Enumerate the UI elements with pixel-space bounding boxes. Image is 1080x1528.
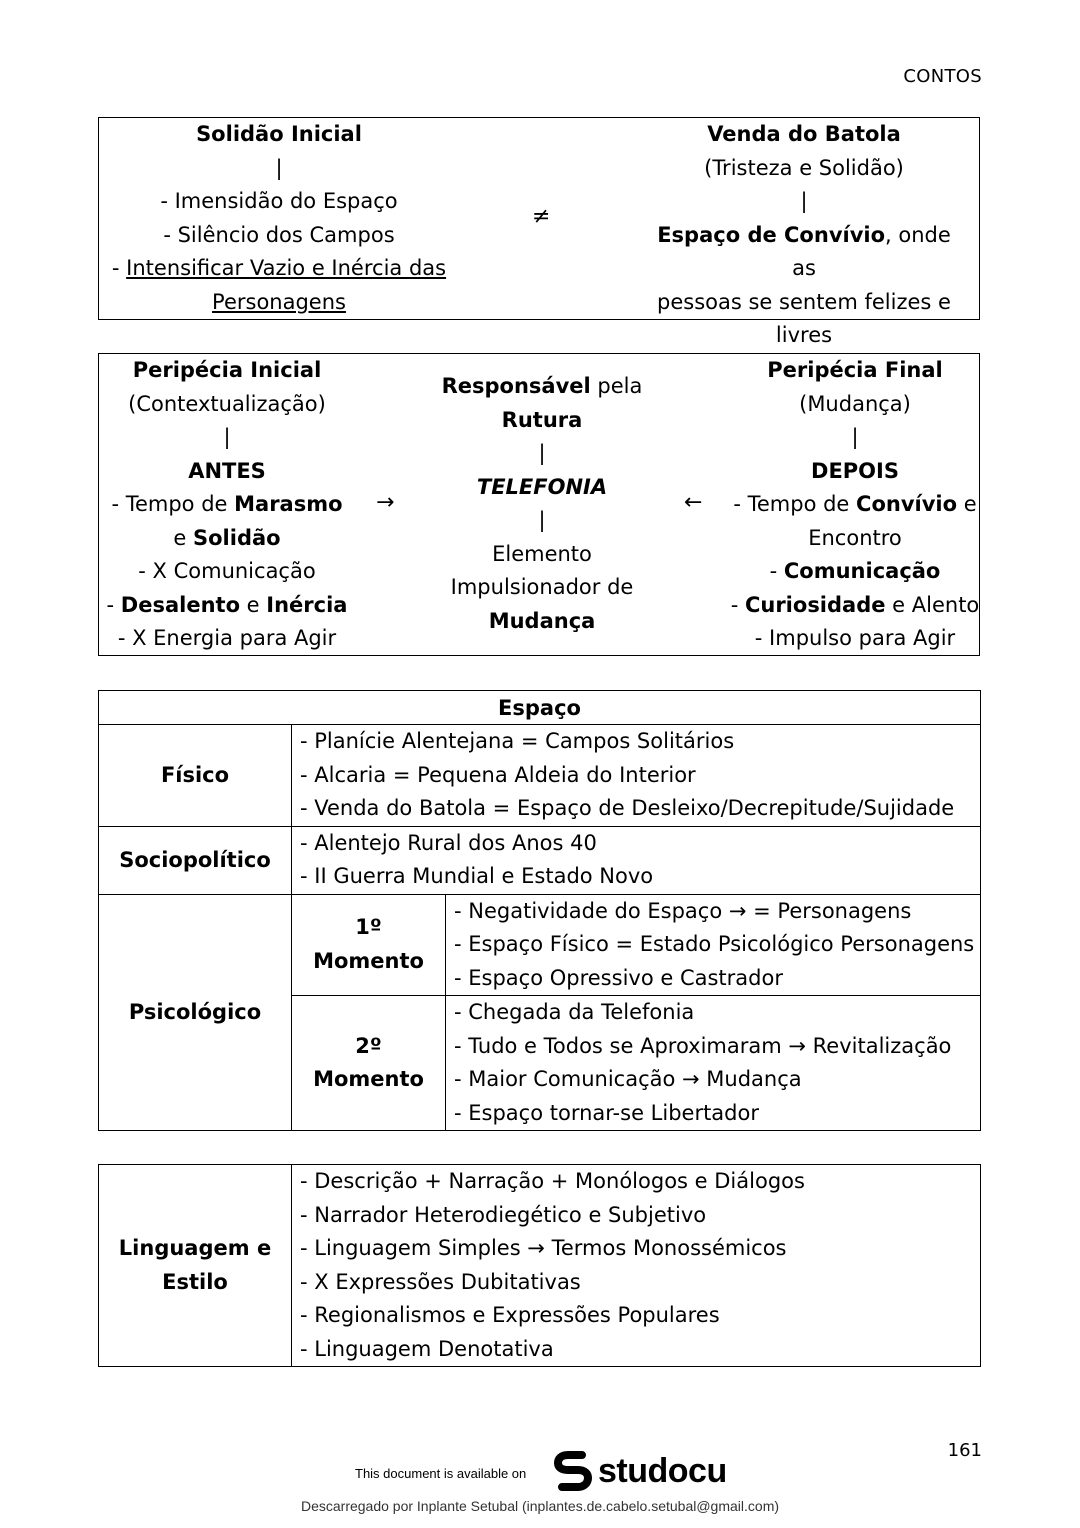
connector-bar: | <box>800 189 808 213</box>
elemento-line: Impulsionador de <box>450 575 634 599</box>
list-item: - Linguagem Denotativa <box>300 1336 554 1361</box>
list-item: e Solidão <box>173 525 281 550</box>
list-item: - Maior Comunicação → Mudança <box>454 1067 802 1091</box>
arrow-right-icon: → <box>376 490 395 515</box>
list-item: - Tudo e Todos se Aproximaram → Revitalização <box>454 1033 952 1058</box>
list-item: - Descrição + Narração + Monólogos e Diálogos <box>300 1169 805 1193</box>
sociopolitico-label: Sociopolítico <box>99 826 292 894</box>
telefonia-label: TELEFONIA <box>476 474 608 499</box>
depois-label: DEPOIS <box>811 458 899 483</box>
responsavel-label: Responsável pela <box>441 374 643 398</box>
list-item: - Silêncio dos Campos <box>163 222 395 247</box>
rutura-label: Rutura <box>501 407 583 432</box>
fisico-label: Físico <box>99 725 292 827</box>
peripecia-inicial-subtitle: (Contextualização) <box>128 391 326 416</box>
section-header: CONTOS <box>903 66 982 87</box>
page-number: 161 <box>947 1440 982 1461</box>
solidao-column <box>99 118 459 319</box>
not-equal-symbol: ≠ <box>532 204 551 229</box>
studocu-logo[interactable] <box>552 1449 727 1493</box>
momento-2-list <box>446 996 981 1131</box>
list-item: - X Expressões Dubitativas <box>300 1269 581 1294</box>
peripecia-inicial-title: Peripécia Inicial <box>132 358 322 382</box>
studocu-wordmark: studocu <box>598 1451 727 1490</box>
connector-bar: | <box>275 155 283 180</box>
linguagem-label: Linguagem e Estilo <box>99 1165 292 1367</box>
list-item: - Alentejo Rural dos Anos 40 <box>300 830 597 855</box>
table-row <box>99 894 981 996</box>
elemento-line: Elemento <box>492 541 592 566</box>
arrow-left-icon: ← <box>684 490 703 515</box>
solidao-title: Solidão Inicial <box>196 122 362 146</box>
list-item: - Curiosidade e Alento <box>730 592 980 617</box>
linguagem-list <box>292 1165 981 1367</box>
list-item: livres <box>775 323 833 347</box>
list-item: - Linguagem Simples → Termos Monossémicos <box>300 1236 787 1260</box>
comparison-box-solidao <box>98 117 980 347</box>
list-item: - X Comunicação <box>138 559 316 583</box>
linguagem-table <box>98 1164 981 1367</box>
list-item: pessoas se sentem felizes e <box>657 289 951 314</box>
list-item: - Tempo de Convívio e <box>733 492 977 516</box>
venda-title: Venda do Batola <box>707 122 901 146</box>
connector-bar: | <box>223 425 231 449</box>
peripecia-inicial-column <box>99 354 355 656</box>
list-item: - Imensidão do Espaço <box>160 189 398 213</box>
peripecia-box <box>98 353 980 656</box>
antes-label: ANTES <box>188 458 266 483</box>
psicologico-label: Psicológico <box>99 894 292 1131</box>
sociopolitico-list <box>292 826 981 894</box>
list-item: Espaço de Convívio, onde as <box>657 222 951 280</box>
list-item: - II Guerra Mundial e Estado Novo <box>300 864 654 888</box>
list-item: - Negatividade do Espaço → = Personagens <box>454 898 912 923</box>
mudanca-label: Mudança <box>488 608 596 633</box>
list-item: - Narrador Heterodiegético e Subjetivo <box>300 1202 707 1227</box>
connector-bar: | <box>538 508 546 532</box>
momento-2-label: 2º Momento <box>292 996 446 1131</box>
table-row <box>99 826 981 894</box>
list-item: - Desalento e Inércia <box>106 592 348 617</box>
momento-1-list <box>446 894 981 996</box>
table-row <box>99 1165 981 1367</box>
rutura-column <box>422 370 662 638</box>
peripecia-final-column <box>729 354 981 656</box>
list-item: - Espaço tornar-se Libertador <box>454 1100 759 1125</box>
connector-bar: | <box>538 441 546 465</box>
list-item: Encontro <box>808 525 902 550</box>
momento-1-label: 1º Momento <box>292 894 446 996</box>
table-row <box>99 725 981 827</box>
fisico-list <box>292 725 981 827</box>
table-row <box>99 691 981 725</box>
venda-subtitle: (Tristeza e Solidão) <box>704 155 904 180</box>
list-item: - Chegada da Telefonia <box>454 1000 695 1024</box>
list-item: - Comunicação <box>769 559 941 583</box>
list-item: - Planície Alentejana = Campos Solitários <box>300 729 735 753</box>
peripecia-final-subtitle: (Mudança) <box>799 391 911 416</box>
list-item: - Alcaria = Pequena Aldeia do Interior <box>300 762 696 787</box>
list-item: - Impulso para Agir <box>754 626 956 650</box>
list-item: - Tempo de Marasmo <box>111 492 343 516</box>
connector-bar: | <box>851 425 859 449</box>
list-item: - Espaço Opressivo e Castrador <box>454 965 783 990</box>
download-notice: Descarregado por Inplante Setubal (inplantes.de.cabelo.setubal@gmail.com) <box>300 1498 780 1514</box>
list-item: - Espaço Físico = Estado Psicológico Personagens <box>454 932 975 956</box>
available-text: This document is available on <box>355 1466 527 1481</box>
peripecia-final-title: Peripécia Final <box>767 358 943 382</box>
list-item: - Intensificar Vazio e Inércia das <box>111 256 447 280</box>
espaco-table <box>98 690 981 1131</box>
venda-column <box>644 118 964 353</box>
list-item: Personagens <box>212 289 346 314</box>
list-item: - X Energia para Agir <box>117 626 337 650</box>
studocu-logo-icon <box>552 1449 594 1493</box>
list-item: - Regionalismos e Expressões Populares <box>300 1303 720 1327</box>
espaco-header: Espaço <box>99 691 981 725</box>
list-item: - Venda do Batola = Espaço de Desleixo/Decrepitude/Sujidade <box>300 796 955 820</box>
